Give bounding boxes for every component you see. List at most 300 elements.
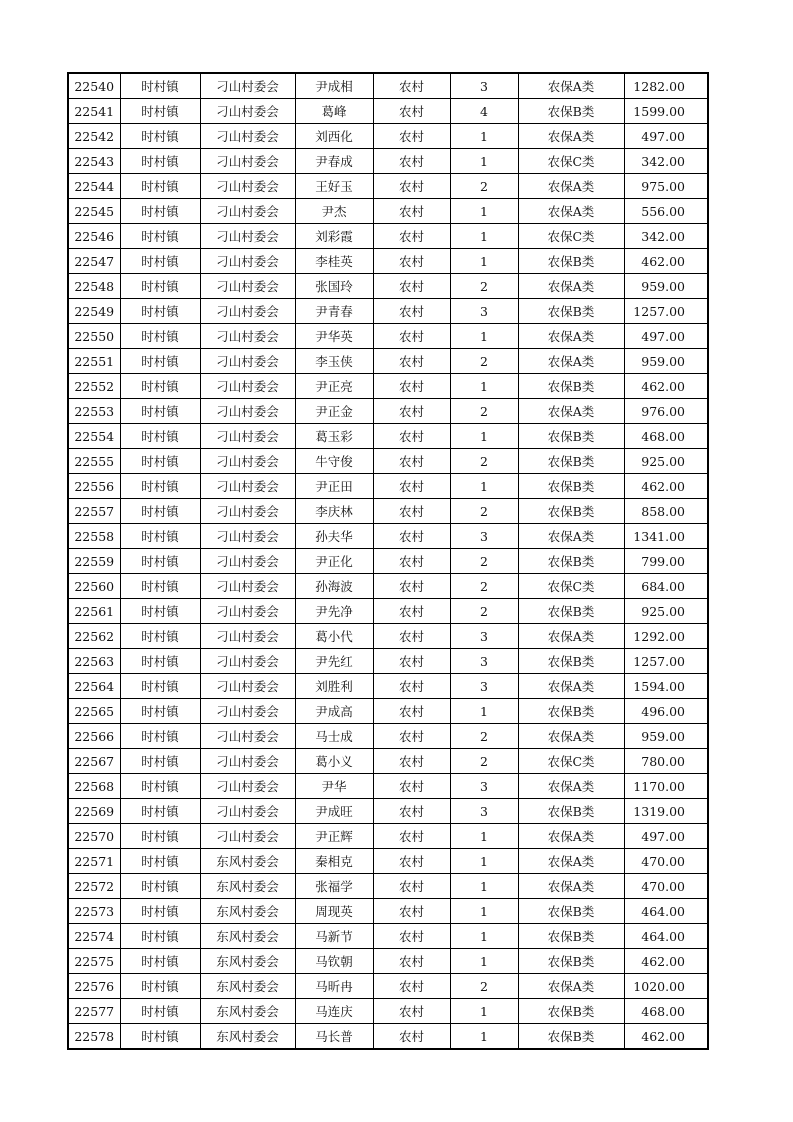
amount-cell: 959.00 — [624, 724, 708, 749]
village-cell: 刁山村委会 — [200, 799, 295, 824]
household-size-cell: 1 — [450, 899, 518, 924]
town-cell: 时村镇 — [120, 949, 200, 974]
name-cell: 孙海波 — [295, 574, 373, 599]
table-row — [68, 674, 708, 699]
table-row — [68, 474, 708, 499]
table-row — [68, 699, 708, 724]
name-cell: 马长普 — [295, 1024, 373, 1050]
household-size-cell: 3 — [450, 524, 518, 549]
residence-type-cell: 农村 — [373, 199, 450, 224]
table-row — [68, 499, 708, 524]
name-cell: 尹正田 — [295, 474, 373, 499]
insurance-class-cell: 农保A类 — [518, 724, 624, 749]
record-id-cell: 22559 — [68, 549, 120, 574]
village-cell: 东风村委会 — [200, 949, 295, 974]
record-id-cell: 22570 — [68, 824, 120, 849]
record-id-cell: 22544 — [68, 174, 120, 199]
village-cell: 刁山村委会 — [200, 824, 295, 849]
record-id-cell: 22578 — [68, 1024, 120, 1050]
name-cell: 张福学 — [295, 874, 373, 899]
record-id-cell: 22546 — [68, 224, 120, 249]
name-cell: 尹杰 — [295, 199, 373, 224]
household-size-cell: 2 — [450, 749, 518, 774]
record-id-cell: 22564 — [68, 674, 120, 699]
insurance-class-cell: 农保B类 — [518, 949, 624, 974]
record-id-cell: 22554 — [68, 424, 120, 449]
table-row — [68, 274, 708, 299]
household-size-cell: 1 — [450, 199, 518, 224]
amount-cell: 799.00 — [624, 549, 708, 574]
town-cell: 时村镇 — [120, 174, 200, 199]
record-id-cell: 22541 — [68, 99, 120, 124]
table-row — [68, 949, 708, 974]
name-cell: 尹成旺 — [295, 799, 373, 824]
insurance-class-cell: 农保C类 — [518, 574, 624, 599]
residence-type-cell: 农村 — [373, 524, 450, 549]
name-cell: 尹正辉 — [295, 824, 373, 849]
residence-type-cell: 农村 — [373, 749, 450, 774]
town-cell: 时村镇 — [120, 149, 200, 174]
name-cell: 马新节 — [295, 924, 373, 949]
village-cell: 刁山村委会 — [200, 99, 295, 124]
village-cell: 刁山村委会 — [200, 374, 295, 399]
household-size-cell: 2 — [450, 599, 518, 624]
residence-type-cell: 农村 — [373, 874, 450, 899]
residence-type-cell: 农村 — [373, 349, 450, 374]
household-size-cell: 1 — [450, 1024, 518, 1050]
amount-cell: 1282.00 — [624, 73, 708, 99]
amount-cell: 959.00 — [624, 274, 708, 299]
name-cell: 尹正金 — [295, 399, 373, 424]
residence-type-cell: 农村 — [373, 924, 450, 949]
town-cell: 时村镇 — [120, 474, 200, 499]
village-cell: 刁山村委会 — [200, 199, 295, 224]
residence-type-cell: 农村 — [373, 1024, 450, 1050]
table-row — [68, 899, 708, 924]
record-id-cell: 22555 — [68, 449, 120, 474]
village-cell: 东风村委会 — [200, 849, 295, 874]
table-row — [68, 924, 708, 949]
insurance-class-cell: 农保C类 — [518, 149, 624, 174]
insurance-class-cell: 农保A类 — [518, 824, 624, 849]
town-cell: 时村镇 — [120, 824, 200, 849]
town-cell: 时村镇 — [120, 549, 200, 574]
table-row — [68, 149, 708, 174]
name-cell: 马钦朝 — [295, 949, 373, 974]
household-size-cell: 1 — [450, 849, 518, 874]
village-cell: 东风村委会 — [200, 1024, 295, 1050]
insurance-class-cell: 农保A类 — [518, 524, 624, 549]
table-row — [68, 249, 708, 274]
village-cell: 刁山村委会 — [200, 299, 295, 324]
name-cell: 刘胜利 — [295, 674, 373, 699]
insurance-class-cell: 农保C类 — [518, 224, 624, 249]
insurance-class-cell: 农保A类 — [518, 849, 624, 874]
name-cell: 尹成相 — [295, 73, 373, 99]
town-cell: 时村镇 — [120, 499, 200, 524]
record-id-cell: 22569 — [68, 799, 120, 824]
residence-type-cell: 农村 — [373, 249, 450, 274]
amount-cell: 1341.00 — [624, 524, 708, 549]
table-row — [68, 749, 708, 774]
name-cell: 刘彩霞 — [295, 224, 373, 249]
table-row — [68, 774, 708, 799]
table-row — [68, 799, 708, 824]
amount-cell: 684.00 — [624, 574, 708, 599]
record-id-cell: 22558 — [68, 524, 120, 549]
residence-type-cell: 农村 — [373, 724, 450, 749]
table-row — [68, 324, 708, 349]
village-cell: 刁山村委会 — [200, 524, 295, 549]
amount-cell: 342.00 — [624, 149, 708, 174]
name-cell: 王好玉 — [295, 174, 373, 199]
record-id-cell: 22547 — [68, 249, 120, 274]
name-cell: 尹成高 — [295, 699, 373, 724]
residence-type-cell: 农村 — [373, 674, 450, 699]
name-cell: 张国玲 — [295, 274, 373, 299]
insurance-class-cell: 农保A类 — [518, 974, 624, 999]
household-size-cell: 2 — [450, 174, 518, 199]
amount-cell: 1257.00 — [624, 299, 708, 324]
village-cell: 刁山村委会 — [200, 599, 295, 624]
insurance-class-cell: 农保B类 — [518, 99, 624, 124]
amount-cell: 462.00 — [624, 474, 708, 499]
record-id-cell: 22568 — [68, 774, 120, 799]
village-cell: 刁山村委会 — [200, 649, 295, 674]
household-size-cell: 1 — [450, 374, 518, 399]
household-size-cell: 1 — [450, 999, 518, 1024]
household-size-cell: 3 — [450, 674, 518, 699]
residence-type-cell: 农村 — [373, 549, 450, 574]
insurance-class-cell: 农保A类 — [518, 624, 624, 649]
household-size-cell: 1 — [450, 924, 518, 949]
amount-cell: 470.00 — [624, 849, 708, 874]
residence-type-cell: 农村 — [373, 774, 450, 799]
town-cell: 时村镇 — [120, 999, 200, 1024]
insurance-class-cell: 农保A类 — [518, 399, 624, 424]
amount-cell: 496.00 — [624, 699, 708, 724]
residence-type-cell: 农村 — [373, 999, 450, 1024]
record-id-cell: 22563 — [68, 649, 120, 674]
insurance-class-cell: 农保A类 — [518, 124, 624, 149]
village-cell: 刁山村委会 — [200, 324, 295, 349]
household-size-cell: 2 — [450, 449, 518, 474]
village-cell: 刁山村委会 — [200, 474, 295, 499]
roster-table — [67, 72, 709, 1050]
record-id-cell: 22576 — [68, 974, 120, 999]
insurance-class-cell: 农保A类 — [518, 199, 624, 224]
name-cell: 尹青春 — [295, 299, 373, 324]
roster-body — [68, 73, 708, 1049]
record-id-cell: 22542 — [68, 124, 120, 149]
residence-type-cell: 农村 — [373, 224, 450, 249]
village-cell: 东风村委会 — [200, 924, 295, 949]
household-size-cell: 3 — [450, 799, 518, 824]
insurance-class-cell: 农保A类 — [518, 349, 624, 374]
village-cell: 刁山村委会 — [200, 624, 295, 649]
insurance-class-cell: 农保A类 — [518, 324, 624, 349]
village-cell: 刁山村委会 — [200, 274, 295, 299]
record-id-cell: 22574 — [68, 924, 120, 949]
residence-type-cell: 农村 — [373, 174, 450, 199]
town-cell: 时村镇 — [120, 349, 200, 374]
household-size-cell: 3 — [450, 299, 518, 324]
name-cell: 尹春成 — [295, 149, 373, 174]
household-size-cell: 2 — [450, 974, 518, 999]
record-id-cell: 22557 — [68, 499, 120, 524]
amount-cell: 1170.00 — [624, 774, 708, 799]
amount-cell: 780.00 — [624, 749, 708, 774]
table-row — [68, 374, 708, 399]
table-row — [68, 1024, 708, 1050]
village-cell: 刁山村委会 — [200, 499, 295, 524]
insurance-class-cell: 农保B类 — [518, 249, 624, 274]
insurance-class-cell: 农保B类 — [518, 449, 624, 474]
insurance-class-cell: 农保A类 — [518, 174, 624, 199]
amount-cell: 1599.00 — [624, 99, 708, 124]
town-cell: 时村镇 — [120, 424, 200, 449]
insurance-class-cell: 农保B类 — [518, 924, 624, 949]
table-row — [68, 399, 708, 424]
amount-cell: 462.00 — [624, 1024, 708, 1050]
amount-cell: 462.00 — [624, 374, 708, 399]
table-row — [68, 999, 708, 1024]
residence-type-cell: 农村 — [373, 824, 450, 849]
residence-type-cell: 农村 — [373, 599, 450, 624]
town-cell: 时村镇 — [120, 449, 200, 474]
household-size-cell: 2 — [450, 574, 518, 599]
insurance-class-cell: 农保B类 — [518, 474, 624, 499]
name-cell: 李庆林 — [295, 499, 373, 524]
town-cell: 时村镇 — [120, 324, 200, 349]
insurance-class-cell: 农保B类 — [518, 649, 624, 674]
insurance-class-cell: 农保B类 — [518, 799, 624, 824]
table-row — [68, 199, 708, 224]
household-size-cell: 1 — [450, 424, 518, 449]
household-size-cell: 1 — [450, 224, 518, 249]
table-row — [68, 524, 708, 549]
household-size-cell: 2 — [450, 399, 518, 424]
insurance-class-cell: 农保B类 — [518, 599, 624, 624]
village-cell: 东风村委会 — [200, 974, 295, 999]
table-row — [68, 649, 708, 674]
amount-cell: 1257.00 — [624, 649, 708, 674]
amount-cell: 468.00 — [624, 424, 708, 449]
residence-type-cell: 农村 — [373, 99, 450, 124]
village-cell: 东风村委会 — [200, 874, 295, 899]
household-size-cell: 2 — [450, 349, 518, 374]
amount-cell: 464.00 — [624, 899, 708, 924]
household-size-cell: 4 — [450, 99, 518, 124]
amount-cell: 959.00 — [624, 349, 708, 374]
household-size-cell: 1 — [450, 324, 518, 349]
insurance-class-cell: 农保C类 — [518, 749, 624, 774]
table-row — [68, 874, 708, 899]
name-cell: 孙夫华 — [295, 524, 373, 549]
insurance-class-cell: 农保B类 — [518, 299, 624, 324]
name-cell: 马士成 — [295, 724, 373, 749]
town-cell: 时村镇 — [120, 924, 200, 949]
name-cell: 马昕冉 — [295, 974, 373, 999]
residence-type-cell: 农村 — [373, 73, 450, 99]
name-cell: 牛守俊 — [295, 449, 373, 474]
record-id-cell: 22575 — [68, 949, 120, 974]
amount-cell: 468.00 — [624, 999, 708, 1024]
table-row — [68, 224, 708, 249]
town-cell: 时村镇 — [120, 199, 200, 224]
amount-cell: 464.00 — [624, 924, 708, 949]
town-cell: 时村镇 — [120, 774, 200, 799]
village-cell: 刁山村委会 — [200, 224, 295, 249]
table-row — [68, 349, 708, 374]
insurance-class-cell: 农保B类 — [518, 999, 624, 1024]
table-row — [68, 99, 708, 124]
residence-type-cell: 农村 — [373, 574, 450, 599]
name-cell: 尹正亮 — [295, 374, 373, 399]
name-cell: 尹华 — [295, 774, 373, 799]
town-cell: 时村镇 — [120, 99, 200, 124]
town-cell: 时村镇 — [120, 624, 200, 649]
name-cell: 葛小义 — [295, 749, 373, 774]
record-id-cell: 22556 — [68, 474, 120, 499]
amount-cell: 497.00 — [624, 324, 708, 349]
amount-cell: 976.00 — [624, 399, 708, 424]
village-cell: 刁山村委会 — [200, 249, 295, 274]
town-cell: 时村镇 — [120, 749, 200, 774]
record-id-cell: 22552 — [68, 374, 120, 399]
record-id-cell: 22540 — [68, 73, 120, 99]
name-cell: 葛小代 — [295, 624, 373, 649]
amount-cell: 497.00 — [624, 824, 708, 849]
insurance-class-cell: 农保B类 — [518, 424, 624, 449]
town-cell: 时村镇 — [120, 574, 200, 599]
residence-type-cell: 农村 — [373, 374, 450, 399]
residence-type-cell: 农村 — [373, 799, 450, 824]
table-row — [68, 73, 708, 99]
residence-type-cell: 农村 — [373, 624, 450, 649]
table-row — [68, 599, 708, 624]
household-size-cell: 3 — [450, 73, 518, 99]
insurance-class-cell: 农保A类 — [518, 274, 624, 299]
amount-cell: 470.00 — [624, 874, 708, 899]
record-id-cell: 22560 — [68, 574, 120, 599]
village-cell: 刁山村委会 — [200, 149, 295, 174]
insurance-class-cell: 农保A类 — [518, 874, 624, 899]
village-cell: 刁山村委会 — [200, 349, 295, 374]
insurance-class-cell: 农保B类 — [518, 699, 624, 724]
record-id-cell: 22550 — [68, 324, 120, 349]
amount-cell: 925.00 — [624, 599, 708, 624]
town-cell: 时村镇 — [120, 849, 200, 874]
insurance-class-cell: 农保A类 — [518, 73, 624, 99]
household-size-cell: 1 — [450, 824, 518, 849]
insurance-class-cell: 农保B类 — [518, 1024, 624, 1050]
residence-type-cell: 农村 — [373, 649, 450, 674]
village-cell: 东风村委会 — [200, 999, 295, 1024]
town-cell: 时村镇 — [120, 674, 200, 699]
table-row — [68, 299, 708, 324]
village-cell: 刁山村委会 — [200, 549, 295, 574]
record-id-cell: 22567 — [68, 749, 120, 774]
amount-cell: 1020.00 — [624, 974, 708, 999]
residence-type-cell: 农村 — [373, 474, 450, 499]
table-row — [68, 174, 708, 199]
village-cell: 刁山村委会 — [200, 73, 295, 99]
household-size-cell: 2 — [450, 724, 518, 749]
town-cell: 时村镇 — [120, 1024, 200, 1050]
town-cell: 时村镇 — [120, 249, 200, 274]
village-cell: 刁山村委会 — [200, 674, 295, 699]
village-cell: 刁山村委会 — [200, 449, 295, 474]
amount-cell: 497.00 — [624, 124, 708, 149]
residence-type-cell: 农村 — [373, 699, 450, 724]
record-id-cell: 22572 — [68, 874, 120, 899]
residence-type-cell: 农村 — [373, 499, 450, 524]
name-cell: 马连庆 — [295, 999, 373, 1024]
amount-cell: 858.00 — [624, 499, 708, 524]
household-size-cell: 1 — [450, 249, 518, 274]
name-cell: 尹正化 — [295, 549, 373, 574]
amount-cell: 556.00 — [624, 199, 708, 224]
village-cell: 东风村委会 — [200, 899, 295, 924]
table-row — [68, 549, 708, 574]
amount-cell: 975.00 — [624, 174, 708, 199]
name-cell: 葛玉彩 — [295, 424, 373, 449]
town-cell: 时村镇 — [120, 524, 200, 549]
record-id-cell: 22549 — [68, 299, 120, 324]
town-cell: 时村镇 — [120, 374, 200, 399]
record-id-cell: 22577 — [68, 999, 120, 1024]
household-size-cell: 1 — [450, 949, 518, 974]
town-cell: 时村镇 — [120, 974, 200, 999]
record-id-cell: 22571 — [68, 849, 120, 874]
village-cell: 刁山村委会 — [200, 399, 295, 424]
household-size-cell: 1 — [450, 474, 518, 499]
name-cell: 葛峰 — [295, 99, 373, 124]
residence-type-cell: 农村 — [373, 274, 450, 299]
table-row — [68, 424, 708, 449]
insurance-class-cell: 农保B类 — [518, 374, 624, 399]
household-size-cell: 1 — [450, 124, 518, 149]
amount-cell: 1319.00 — [624, 799, 708, 824]
table-row — [68, 449, 708, 474]
record-id-cell: 22545 — [68, 199, 120, 224]
insurance-class-cell: 农保A类 — [518, 774, 624, 799]
amount-cell: 1594.00 — [624, 674, 708, 699]
residence-type-cell: 农村 — [373, 899, 450, 924]
name-cell: 尹华英 — [295, 324, 373, 349]
residence-type-cell: 农村 — [373, 324, 450, 349]
amount-cell: 462.00 — [624, 949, 708, 974]
record-id-cell: 22551 — [68, 349, 120, 374]
residence-type-cell: 农村 — [373, 449, 450, 474]
household-size-cell: 2 — [450, 499, 518, 524]
amount-cell: 462.00 — [624, 249, 708, 274]
amount-cell: 1292.00 — [624, 624, 708, 649]
town-cell: 时村镇 — [120, 724, 200, 749]
table-row — [68, 724, 708, 749]
household-size-cell: 3 — [450, 649, 518, 674]
household-size-cell: 1 — [450, 149, 518, 174]
amount-cell: 342.00 — [624, 224, 708, 249]
village-cell: 刁山村委会 — [200, 774, 295, 799]
household-size-cell: 2 — [450, 274, 518, 299]
household-size-cell: 2 — [450, 549, 518, 574]
town-cell: 时村镇 — [120, 649, 200, 674]
village-cell: 刁山村委会 — [200, 699, 295, 724]
residence-type-cell: 农村 — [373, 949, 450, 974]
town-cell: 时村镇 — [120, 399, 200, 424]
